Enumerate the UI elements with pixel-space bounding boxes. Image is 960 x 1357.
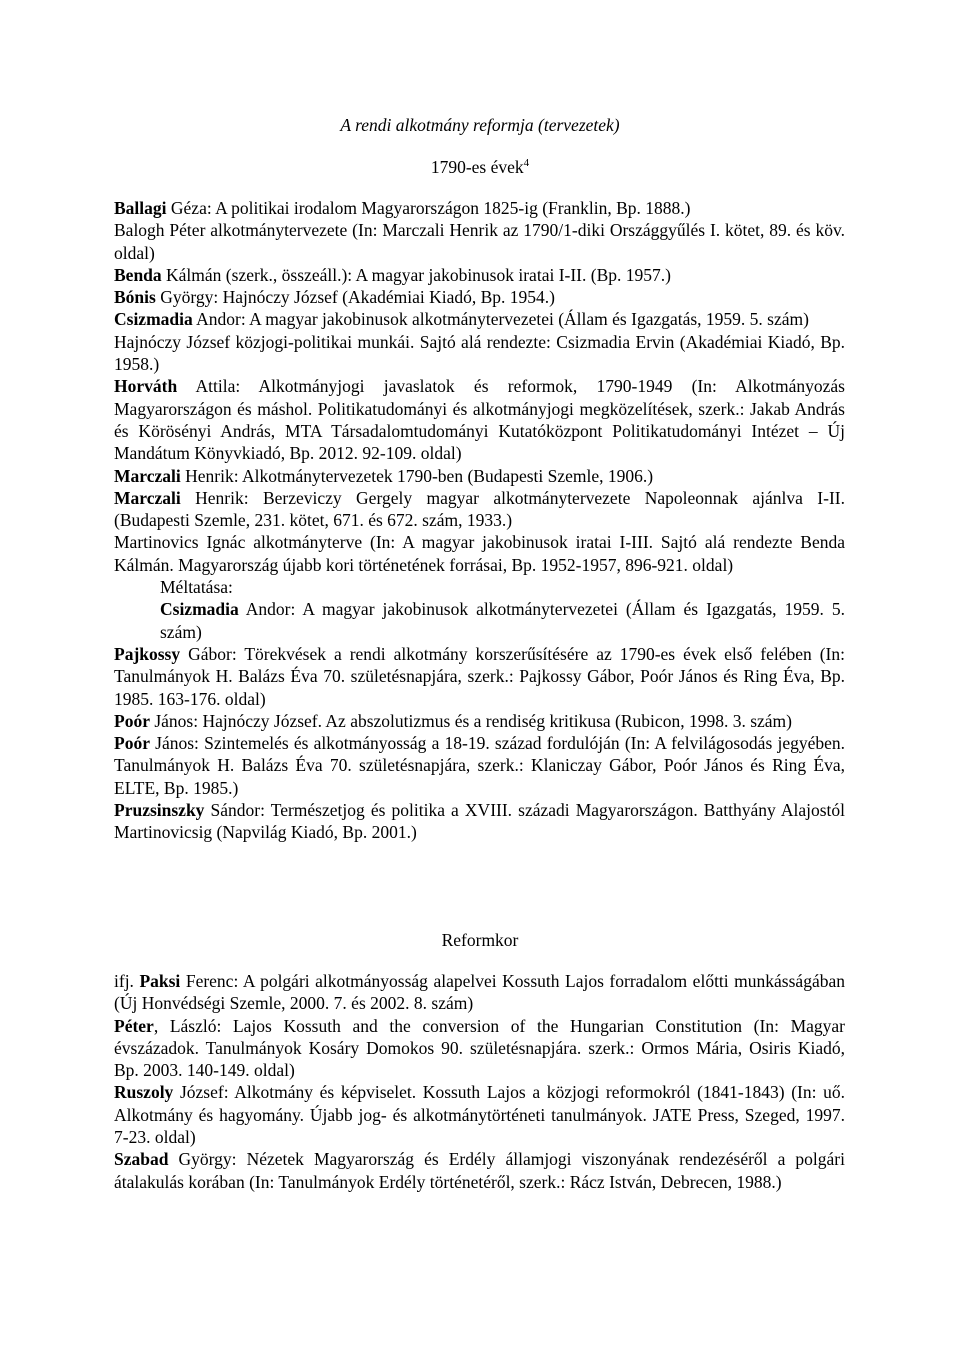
- bib-entry: Balogh Péter alkotmánytervezete (In: Marczali Henrik az 1790/1-diki Országgyűlés I. kötet, 89. és köv. oldal): [114, 220, 845, 263]
- bib-entry: Poór János: Szintemelés és alkotmányosság a 18-19. század fordulóján (In: A felvilágosodás jegyében. Tanulmányok H. Balázs Éva 70. születésnapjára, szerk.: Klaniczay Gábor, Poór János és Ring Éva, ELTE, Bp. 1985.): [114, 733, 845, 798]
- bib-author: Poór: [114, 710, 150, 731]
- bib-author: Bónis: [114, 287, 156, 308]
- bib-entry: Ruszoly József: Alkotmány és képviselet. Kossuth Lajos a közjogi reformokról (1841-1843) (In: uő. Alkotmány és hagyomány. Újabb jog- és alkotmánytörténeti tanulmányok. JATE Press, Szeged, 1997. 7-23. oldal): [114, 1082, 845, 1148]
- section-heading-1790s: [0, 156, 960, 178]
- bib-author: Benda: [114, 264, 162, 285]
- bib-entry: Horváth Attila: Alkotmányjogi javaslatok és reformok, 1790-1949 (In: Alkotmányozás Magyarországon és máshol. Politikatudományi és alkotmányjogi megközelítések, szerk.: Jakab András és Körösényi András, MTA Társadalomtudományi Kutatóközpont Politikatudományi Intézet – Új Mandátum Könyvkiadó, Bp. 2012. 92-109. oldal): [114, 376, 845, 464]
- bib-author: Marczali: [114, 487, 181, 508]
- bib-author: Pajkossy: [114, 643, 181, 664]
- evaluation-block: [114, 576, 845, 643]
- bib-entry: Péter, László: Lajos Kossuth and the conversion of the Hungarian Constitution (In: Magyar évszázadok. Tanulmányok Kosáry Domokos 90. születésnapjára. szerk.: Ormos Mária, Osiris Kiadó, Bp. 2003. 140-149. oldal): [114, 1015, 845, 1081]
- bib-author: Marczali: [114, 465, 181, 486]
- bib-author: Poór: [114, 733, 150, 754]
- bib-entry: Ballagi Géza: A politikai irodalom Magyarországon 1825-ig (Franklin, Bp. 1888.): [114, 198, 691, 218]
- bib-entry: Benda Kálmán (szerk., összeáll.): A magyar jakobinusok iratai I-II. (Bp. 1957.): [114, 264, 671, 285]
- bib-author: Ruszoly: [114, 1082, 174, 1103]
- bib-entry: Marczali Henrik: Alkotmánytervezetek 1790-ben (Budapesti Szemle, 1906.): [114, 465, 654, 486]
- bib-entry: ifj. Paksi Ferenc: A polgári alkotmányosság alapelvei Kossuth Lajos forradalom előtti munkásságában (Új Honvédségi Szemle, 2000. 7. és 2002. 8. szám): [114, 971, 845, 1014]
- bib-entry: Pajkossy Gábor: Törekvések a rendi alkotmány korszerűsítésére az 1790-es évek első felében (In: Tanulmányok H. Balázs Éva 70. születésnapjára, szerk.: Pajkossy Gábor, Poór János és Ring Éva, Bp. 1985. 163-176. oldal): [114, 643, 845, 709]
- bib-author: Ballagi: [114, 198, 167, 218]
- bib-entry: Hajnóczy József közjogi-politikai munkái. Sajtó alá rendezte: Csizmadia Ervin (Akadémiai Kiadó, Bp. 1958.): [114, 331, 845, 375]
- bib-author: Pruzsinszky: [114, 800, 205, 821]
- bib-author: Paksi: [139, 971, 181, 991]
- bib-entry: Poór János: Hajnóczy József. Az abszolutizmus és a rendiség kritikusa (Rubicon, 1998. 3. szám): [114, 710, 792, 731]
- bib-author: Péter: [114, 1015, 154, 1036]
- footnote-marker: 4: [523, 157, 530, 169]
- page-title: A rendi alkotmány reformja (tervezetek): [340, 115, 620, 135]
- bib-entry: Martinovics Ignác alkotmányterve (In: A magyar jakobinusok iratai I-III. Sajtó alá rendezte Benda Kálmán. Magyarország újabb kori történetének forrásai, Bp. 1952-1957, 896-921. oldal): [114, 532, 845, 575]
- section-heading-reformkor: Reformkor: [441, 930, 519, 950]
- bib-author: Csizmadia: [114, 309, 193, 330]
- bib-author: Horváth: [114, 376, 178, 397]
- bib-entry: Marczali Henrik: Berzeviczy Gergely magyar alkotmánytervezete Napoleonnak ajánlva I-II. (Budapesti Szemle, 231. kötet, 671. és 672. szám, 1933.): [114, 487, 845, 531]
- bib-author: Szabad: [114, 1149, 169, 1170]
- bibliography-1790s: [114, 197, 845, 844]
- bib-entry: Szabad György: Nézetek Magyarország és Erdély államjogi viszonyának rendezéséről a polgári átalakulás korában (In: Tanulmányok Erdély történetéről, szerk.: Rácz István, Debrecen, 1988.): [114, 1149, 845, 1192]
- bib-entry: Csizmadia Andor: A magyar jakobinusok alkotmánytervezetei (Állam és Igazgatás, 1959. 5. szám): [160, 599, 845, 642]
- bib-entry: Bónis György: Hajnóczy József (Akadémiai Kiadó, Bp. 1954.): [114, 287, 555, 308]
- bib-author: Csizmadia: [160, 599, 239, 620]
- evaluation-label: Méltatása:: [160, 577, 233, 598]
- bib-entry: Csizmadia Andor: A magyar jakobinusok alkotmánytervezetei (Állam és Igazgatás, 1959. 5. szám): [114, 309, 809, 330]
- bibliography-reformkor: [114, 970, 845, 1193]
- section-heading-text: 1790-es évek: [430, 157, 524, 177]
- bib-entry: Pruzsinszky Sándor: Természetjog és politika a XVIII. századi Magyarországon. Batthyány Alajostól Martinovicsig (Napvilág Kiadó, Bp. 2001.): [114, 800, 845, 843]
